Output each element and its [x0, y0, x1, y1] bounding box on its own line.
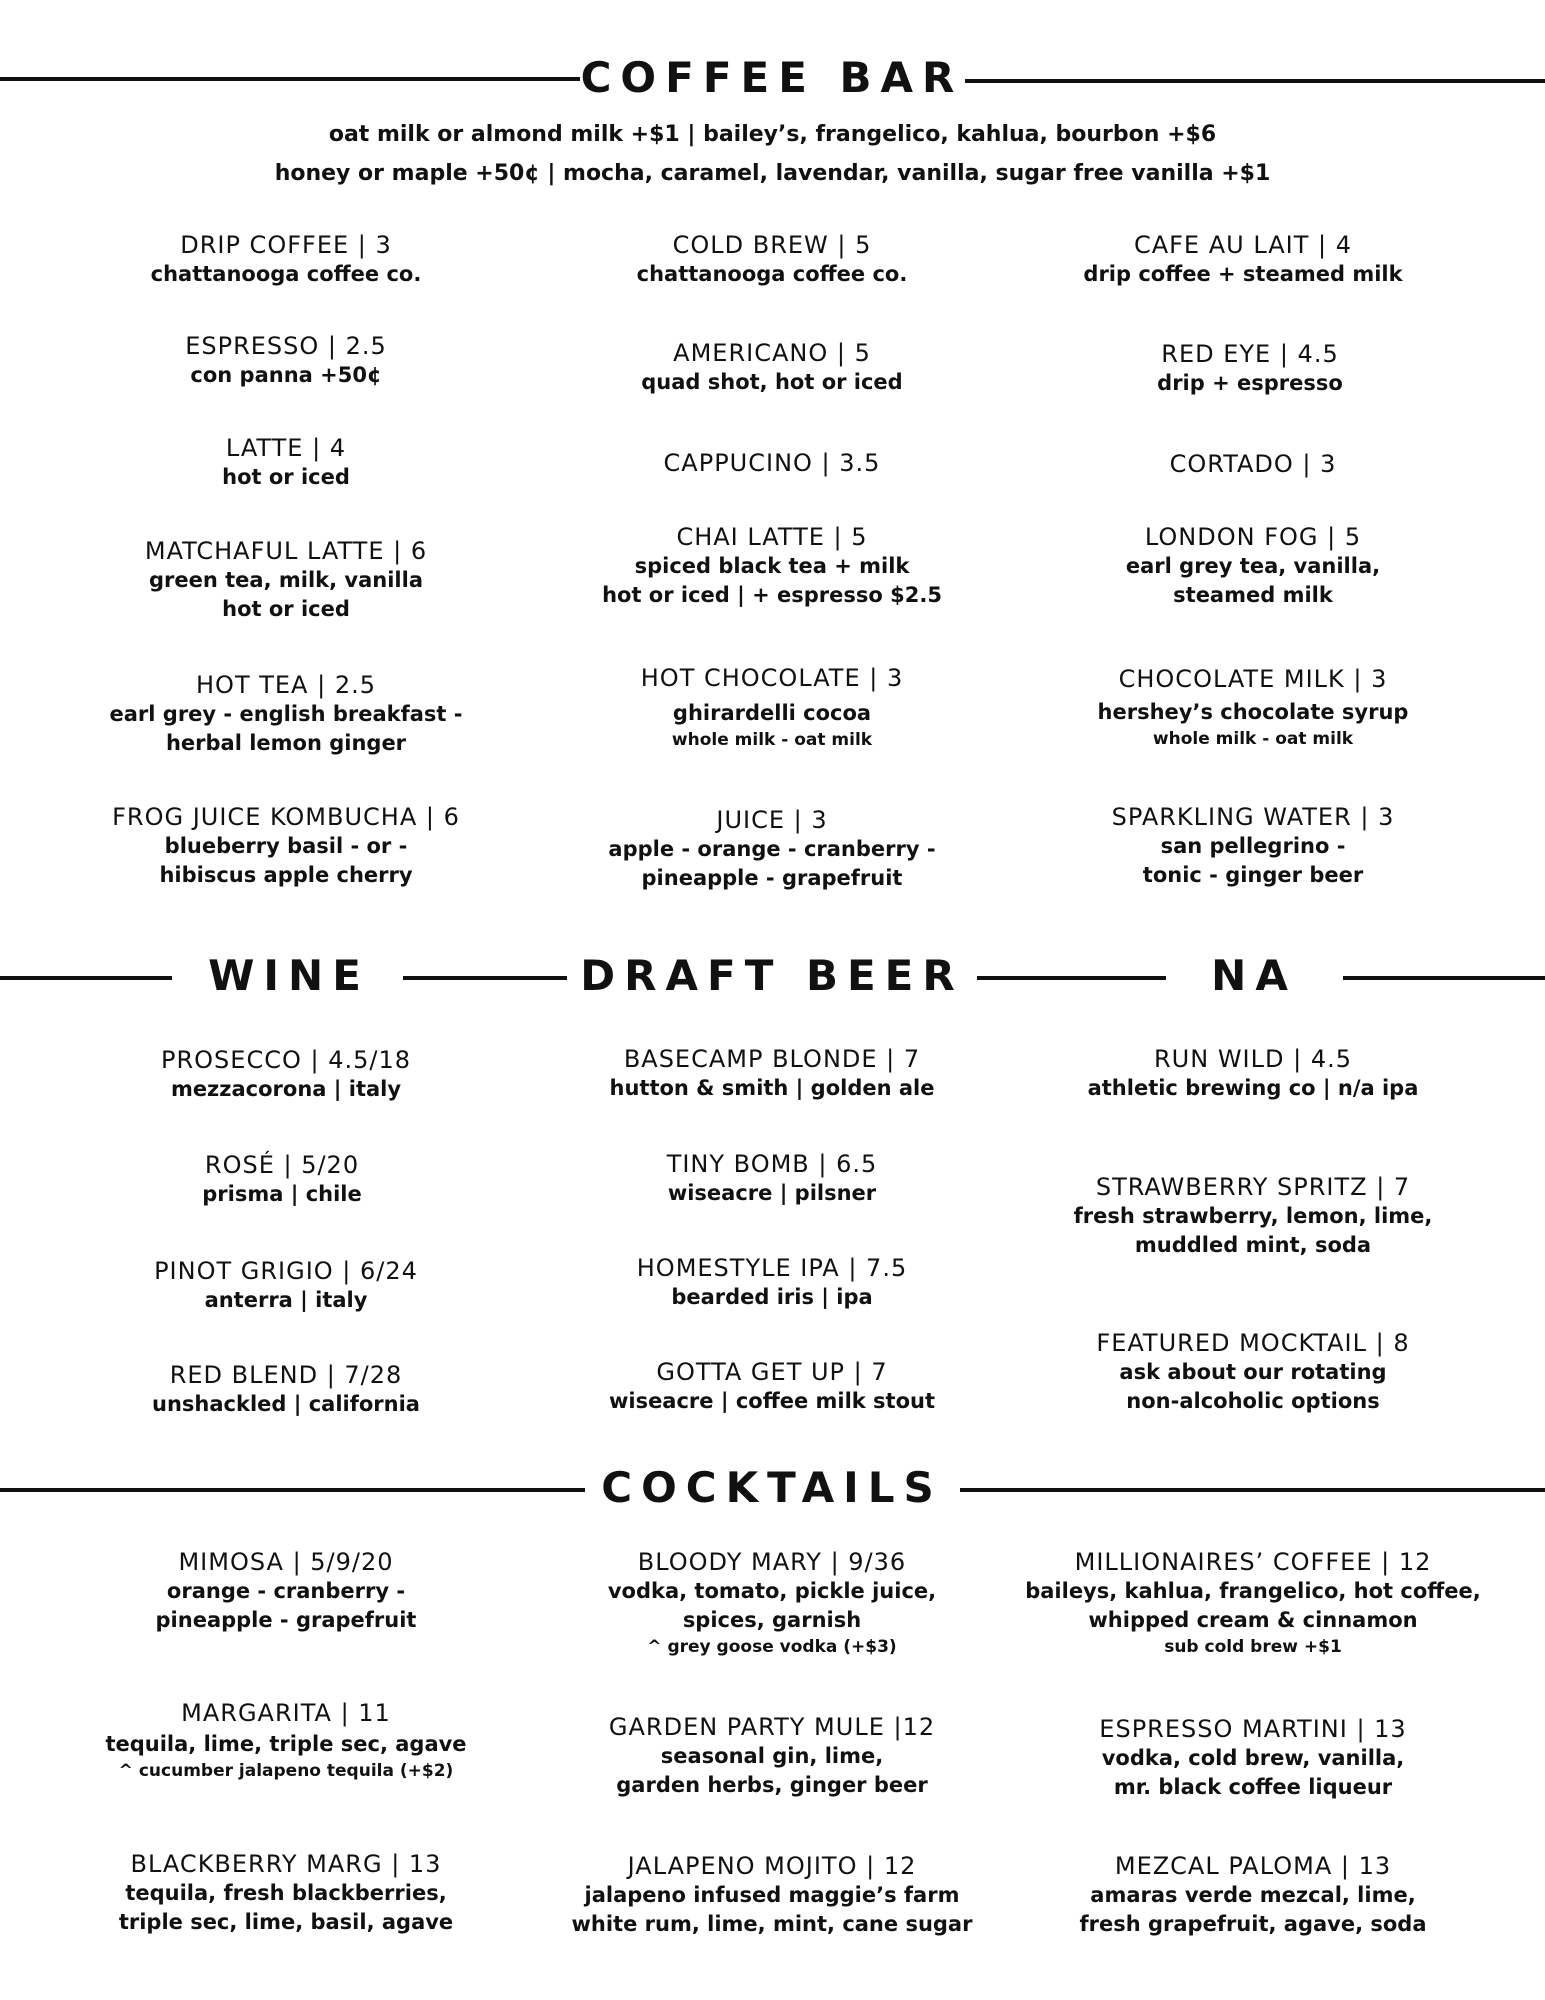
- item-desc: hot or iced | + espresso $2.5: [602, 583, 942, 607]
- menu-item: [1010, 339, 1490, 398]
- menu-item: [532, 1712, 1012, 1800]
- item-name: RED EYE | 4.5: [1161, 340, 1339, 368]
- item-name: CAFE AU LAIT | 4: [1133, 231, 1353, 259]
- item-desc: hibiscus apple cherry: [159, 863, 413, 887]
- menu-item: [1013, 1328, 1493, 1416]
- item-name: ESPRESSO MARTINI | 13: [1099, 1715, 1407, 1743]
- item-desc: ask about our rotating: [1119, 1360, 1387, 1384]
- menu-item: [532, 1149, 1012, 1208]
- item-desc: chattanooga coffee co.: [150, 262, 422, 286]
- item-name: GARDEN PARTY MULE |12: [608, 1713, 936, 1741]
- item-desc: anterra | italy: [204, 1288, 368, 1312]
- coffee-bar-rule-left: [0, 77, 580, 81]
- item-name: JUICE | 3: [716, 806, 828, 834]
- item-desc: wiseacre | coffee milk stout: [608, 1389, 936, 1413]
- item-desc: hot or iced: [222, 465, 350, 489]
- menu-item: [1013, 449, 1493, 479]
- item-name: PROSECCO | 4.5/18: [161, 1046, 411, 1074]
- menu-item: [1013, 1714, 1493, 1802]
- menu-item: [46, 1547, 526, 1635]
- item-name: FEATURED MOCKTAIL | 8: [1096, 1329, 1410, 1357]
- menu-item: [532, 448, 1012, 478]
- wine-rule-left: [0, 976, 172, 980]
- coffee-bar-rule-right: [965, 79, 1545, 83]
- item-desc: chattanooga coffee co.: [636, 262, 908, 286]
- coffee-addons-line-2: honey or maple +50¢ | mocha, caramel, lavendar, vanilla, sugar free vanilla +$1: [274, 161, 1271, 186]
- item-name: COLD BREW | 5: [672, 231, 872, 259]
- item-name: STRAWBERRY SPRITZ | 7: [1095, 1173, 1411, 1201]
- menu-item: [46, 433, 526, 492]
- menu-item: [1013, 1172, 1493, 1260]
- item-desc: con panna +50¢: [190, 363, 382, 387]
- menu-item: [532, 1044, 1012, 1103]
- item-desc: vodka, cold brew, vanilla,: [1101, 1746, 1405, 1770]
- menu-item: [532, 663, 1012, 752]
- item-name: MIMOSA | 5/9/20: [178, 1548, 394, 1576]
- item-name: JALAPENO MOJITO | 12: [627, 1852, 917, 1880]
- menu-item: [1013, 522, 1493, 610]
- item-desc: earl grey tea, vanilla,: [1125, 554, 1381, 578]
- item-desc: hershey’s chocolate syrup: [1097, 700, 1409, 724]
- menu-item: [46, 1849, 526, 1937]
- item-desc: steamed milk: [1173, 583, 1333, 607]
- item-name: MEZCAL PALOMA | 13: [1114, 1852, 1392, 1880]
- item-desc: mezzacorona | italy: [170, 1077, 402, 1101]
- item-name: HOMESTYLE IPA | 7.5: [636, 1254, 908, 1282]
- menu-item: [46, 230, 526, 289]
- item-desc: prisma | chile: [202, 1182, 362, 1206]
- menu-item: [46, 1360, 526, 1419]
- item-note: sub cold brew +$1: [1164, 1637, 1342, 1657]
- item-desc: unshackled | california: [152, 1392, 420, 1416]
- menu-item: [46, 536, 526, 624]
- item-name: BLOODY MARY | 9/36: [637, 1548, 907, 1576]
- item-desc: tequila, lime, triple sec, agave: [105, 1732, 467, 1756]
- item-name: RED BLEND | 7/28: [169, 1361, 403, 1389]
- menu-item: [1013, 1851, 1493, 1939]
- item-desc: vodka, tomato, pickle juice,: [607, 1579, 937, 1603]
- item-desc: fresh grapefruit, agave, soda: [1079, 1912, 1427, 1936]
- item-name: DRIP COFFEE | 3: [180, 231, 392, 259]
- item-desc: hot or iced: [222, 597, 350, 621]
- menu-item: [532, 1253, 1012, 1312]
- item-desc: blueberry basil - or -: [164, 834, 408, 858]
- menu-item: [46, 1256, 526, 1315]
- menu-item: [532, 338, 1012, 397]
- item-name: MILLIONAIRES’ COFFEE | 12: [1074, 1548, 1432, 1576]
- item-name: TINY BOMB | 6.5: [666, 1150, 878, 1178]
- item-desc: pineapple - grapefruit: [641, 866, 903, 890]
- item-desc: athletic brewing co | n/a ipa: [1087, 1076, 1419, 1100]
- item-name: GOTTA GET UP | 7: [656, 1358, 888, 1386]
- menu-item: [46, 802, 526, 890]
- item-desc: garden herbs, ginger beer: [616, 1773, 928, 1797]
- menu-item: [532, 805, 1012, 893]
- item-desc: fresh strawberry, lemon, lime,: [1073, 1204, 1433, 1228]
- item-desc: whipped cream & cinnamon: [1088, 1608, 1418, 1632]
- menu-item: [532, 1547, 1012, 1659]
- cocktails-rule-right: [960, 1488, 1545, 1492]
- item-desc: apple - orange - cranberry -: [608, 837, 936, 861]
- item-name: LONDON FOG | 5: [1144, 523, 1362, 551]
- item-desc: non-alcoholic options: [1126, 1389, 1380, 1413]
- menu-item: [46, 670, 526, 758]
- item-name: CHAI LATTE | 5: [676, 523, 868, 551]
- menu-item: [532, 1357, 1012, 1416]
- item-name: MATCHAFUL LATTE | 6: [144, 537, 428, 565]
- item-desc: pineapple - grapefruit: [155, 1608, 417, 1632]
- menu-item: [46, 1698, 526, 1783]
- cocktails-rule-left: [0, 1488, 585, 1492]
- menu-item: [46, 331, 526, 390]
- menu-item: [1013, 1044, 1493, 1103]
- menu-item: [42, 1150, 522, 1209]
- item-note: whole milk - oat milk: [671, 730, 873, 750]
- item-desc: orange - cranberry -: [166, 1579, 406, 1603]
- item-note: whole milk - oat milk: [1152, 729, 1354, 749]
- item-name: BLACKBERRY MARG | 13: [130, 1850, 442, 1878]
- item-name: ROSÉ | 5/20: [204, 1151, 360, 1179]
- item-desc: tequila, fresh blackberries,: [125, 1881, 447, 1905]
- menu-item: [46, 1045, 526, 1104]
- item-name: HOT CHOCOLATE | 3: [640, 664, 904, 692]
- item-name: RUN WILD | 4.5: [1154, 1045, 1352, 1073]
- item-desc: spices, garnish: [682, 1608, 862, 1632]
- draft-beer-heading: DRAFT BEER: [580, 951, 964, 1000]
- item-name: CHOCOLATE MILK | 3: [1118, 665, 1388, 693]
- coffee-bar-heading: COFFEE BAR: [580, 53, 964, 102]
- menu-item: [993, 1547, 1513, 1659]
- item-desc: amaras verde mezcal, lime,: [1090, 1883, 1416, 1907]
- item-desc: drip coffee + steamed milk: [1083, 262, 1403, 286]
- item-desc: muddled mint, soda: [1134, 1233, 1372, 1257]
- item-note: ^ cucumber jalapeno tequila (+$2): [118, 1761, 454, 1781]
- item-name: CORTADO | 3: [1169, 450, 1337, 478]
- item-desc: baileys, kahlua, frangelico, hot coffee,: [1025, 1579, 1481, 1603]
- item-name: HOT TEA | 2.5: [196, 671, 376, 699]
- item-desc: drip + espresso: [1157, 371, 1343, 395]
- item-desc: herbal lemon ginger: [165, 731, 407, 755]
- item-note: ^ grey goose vodka (+$3): [647, 1637, 897, 1657]
- wine-heading: WINE: [208, 951, 370, 1000]
- item-name: AMERICANO | 5: [673, 339, 871, 367]
- item-name: PINOT GRIGIO | 6/24: [154, 1257, 418, 1285]
- menu-item: [532, 1851, 1012, 1939]
- item-name: CAPPUCINO | 3.5: [663, 449, 881, 477]
- item-name: MARGARITA | 11: [181, 1699, 391, 1727]
- item-desc: triple sec, lime, basil, agave: [118, 1910, 454, 1934]
- cocktails-heading: COCKTAILS: [601, 1463, 943, 1512]
- wine-rule-right: [403, 976, 567, 980]
- item-desc: white rum, lime, mint, cane sugar: [571, 1912, 973, 1936]
- item-desc: ghirardelli cocoa: [672, 701, 872, 725]
- item-name: FROG JUICE KOMBUCHA | 6: [112, 803, 460, 831]
- item-desc: spiced black tea + milk: [634, 554, 910, 578]
- item-name: ESPRESSO | 2.5: [185, 332, 387, 360]
- item-desc: seasonal gin, lime,: [660, 1744, 884, 1768]
- menu-item: [1003, 230, 1483, 289]
- na-heading: NA: [1211, 951, 1297, 1000]
- item-desc: quad shot, hot or iced: [641, 370, 903, 394]
- item-desc: green tea, milk, vanilla: [149, 568, 423, 592]
- item-desc: earl grey - english breakfast -: [109, 702, 463, 726]
- item-desc: jalapeno infused maggie’s farm: [584, 1883, 960, 1907]
- menu-item: [532, 230, 1012, 289]
- menu-item: [532, 522, 1012, 610]
- item-desc: bearded iris | ipa: [671, 1285, 873, 1309]
- coffee-addons-line-1: oat milk or almond milk +$1 | bailey’s, frangelico, kahlua, bourbon +$6: [328, 122, 1217, 147]
- item-name: BASECAMP BLONDE | 7: [623, 1045, 921, 1073]
- item-desc: san pellegrino -: [1160, 834, 1346, 858]
- menu-item: [1013, 802, 1493, 890]
- na-rule-right: [1343, 976, 1545, 980]
- item-desc: tonic - ginger beer: [1142, 863, 1364, 887]
- item-name: SPARKLING WATER | 3: [1111, 803, 1395, 831]
- item-desc: mr. black coffee liqueur: [1113, 1775, 1393, 1799]
- item-name: LATTE | 4: [225, 434, 347, 462]
- menu-item: [1013, 664, 1493, 751]
- na-rule-left: [977, 976, 1166, 980]
- item-desc: wiseacre | pilsner: [667, 1181, 877, 1205]
- item-desc: hutton & smith | golden ale: [609, 1076, 935, 1100]
